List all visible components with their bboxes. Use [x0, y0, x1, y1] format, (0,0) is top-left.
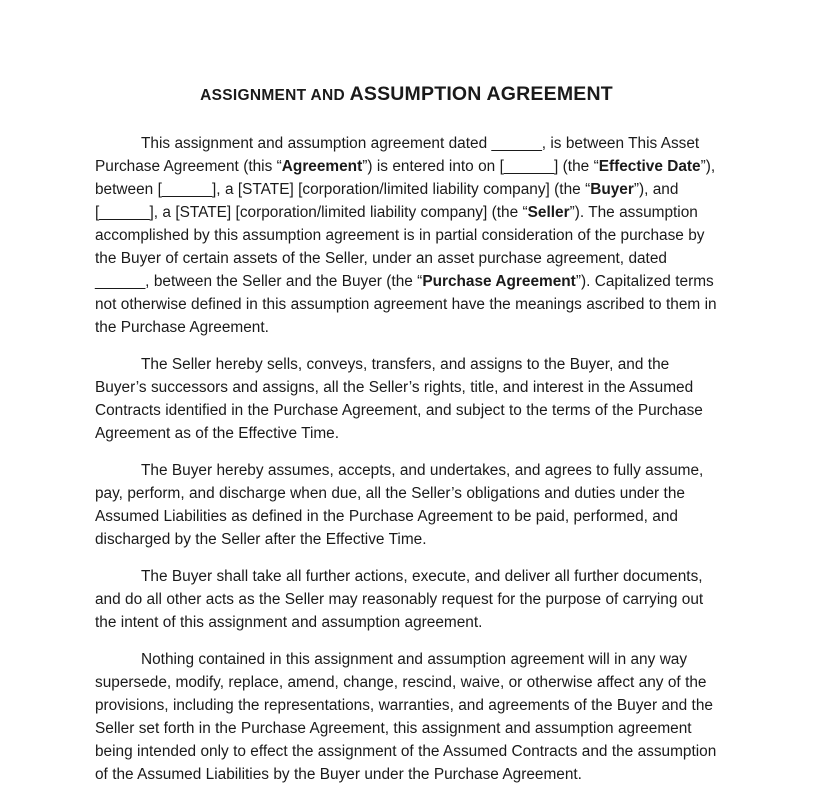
- defined-term: Buyer: [590, 181, 634, 199]
- paragraph-text: ”). The assumption accomplished by this assumption agreement is in partial consideration of the purchase by the Buyer of certain assets of the Seller, under an asset purchase agreement, dated: [95, 204, 705, 268]
- page-title-main: ASSUMPTION AGREEMENT: [349, 83, 613, 105]
- paragraph-text: , between the Seller and the Buyer (the “: [145, 273, 423, 291]
- paragraph-buyer-assumption: [95, 459, 718, 551]
- defined-term: Agreement: [281, 158, 363, 176]
- defined-term: Purchase Agreement: [422, 273, 576, 291]
- page-title: [95, 70, 718, 108]
- paragraph-text: The Buyer hereby assumes, accepts, and undertakes, and agrees to fully assume, pay, perform, and discharge when due, all the Seller’s obligations and duties under the Assumed Liabilities as defined in the Purchase Agreement to be paid, performed, and discharged by the Seller after the Effective Time.: [95, 462, 704, 549]
- paragraph-recitals: [95, 132, 718, 339]
- defined-term: Seller: [527, 204, 570, 222]
- paragraph-seller-assignment: [95, 353, 718, 445]
- page-title-lead: ASSIGNMENT AND: [200, 87, 345, 104]
- paragraph-further-assurances: [95, 565, 718, 634]
- paragraph-text: ”). Capitalized terms not otherwise defined in this assumption agreement have the meanings ascribed to them in the Purchase Agreement.: [95, 273, 717, 337]
- fill-in-blank: ______: [95, 273, 146, 291]
- paragraph-text: ”), between [: [95, 158, 716, 199]
- paragraph-text: The Buyer shall take all further actions, execute, and deliver all further documents, and do all other acts as the Seller may reasonably request for the purpose of carrying out the intent of this assignment and assumption agreement.: [95, 568, 704, 632]
- paragraph-list: [95, 132, 718, 786]
- fill-in-blank: ______: [503, 158, 555, 176]
- fill-in-blank: ______: [161, 181, 213, 199]
- document-body: [95, 70, 718, 786]
- fill-in-blank: ______: [99, 204, 150, 222]
- paragraph-text: ”), and [: [95, 181, 679, 222]
- paragraph-no-modification: [95, 648, 718, 786]
- paragraph-text: ], a [STATE] [corporation/limited liability company] (the “: [149, 204, 528, 222]
- paragraph-text: ], a [STATE] [corporation/limited liability company] (the “: [212, 181, 591, 199]
- paragraph-text: ] (the “: [554, 158, 599, 176]
- fill-in-blank: ______: [491, 135, 542, 153]
- paragraph-text: This assignment and assumption agreement dated: [141, 135, 492, 153]
- paragraph-text: Nothing contained in this assignment and assumption agreement will in any way supersede, modify, replace, amend, change, rescind, waive, or otherwise affect any of the provisions, including the representations, warranties, and agreements of the Buyer and the Seller set forth in the Purchase Agreement, this assignment and assumption agreement being intended only to effect the assignment of the Assumed Contracts and the assumption of the Assumed Liabilities by the Buyer under the Purchase Agreement.: [95, 651, 717, 784]
- paragraph-text: ”) is entered into on [: [362, 158, 504, 176]
- paragraph-text: The Seller hereby sells, conveys, transfers, and assigns to the Buyer, and the Buyer’s successors and assigns, all the Seller’s rights, title, and interest in the Assumed Contracts identified in the Purchase Agreement, and subject to the terms of the Purchase Agreement as of the Effective Time.: [95, 356, 703, 443]
- paragraph-text: , is between This Asset Purchase Agreement (this “: [95, 135, 700, 176]
- defined-term: Effective Date: [598, 158, 701, 176]
